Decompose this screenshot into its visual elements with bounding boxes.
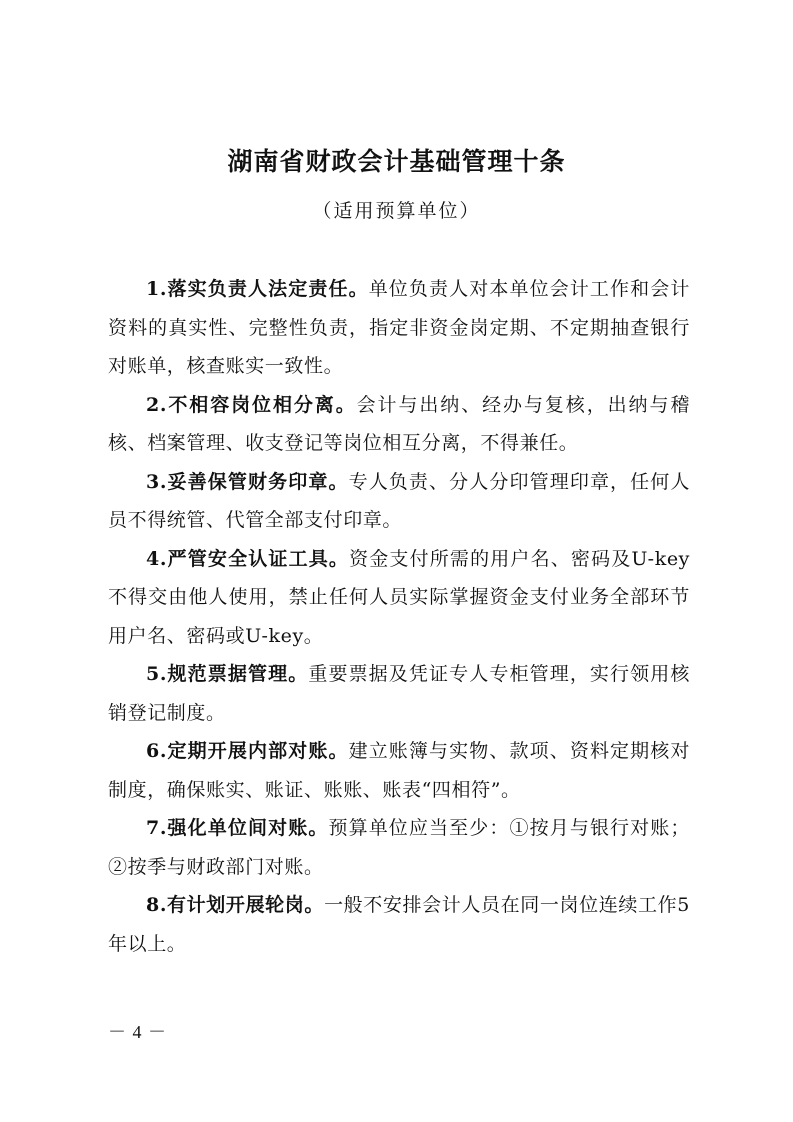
item-8-text: 一般不安排会计人员在同一岗位连续工作5年以上。 — [108, 894, 690, 955]
item-4-heading: 4.严管安全认证工具。 — [146, 547, 350, 570]
item-4-text: 资金支付所需的用户名、密码及U-key不得交由他人使用，禁止任何人员实际掌握资金支付业务全部环节用户名、密码或U-key。 — [108, 547, 690, 647]
item-2 — [108, 386, 690, 463]
item-6-text: 建立账簿与实物、款项、资料定期核对制度，确保账实、账证、账账、账表“四相符”。 — [108, 740, 691, 801]
item-2-text: 会计与出纳、经办与复核，出纳与稽核、档案管理、收支登记等岗位相互分离，不得兼任。 — [108, 393, 690, 454]
item-1 — [108, 270, 690, 386]
item-6 — [108, 732, 690, 809]
item-5-text: 重要票据及凭证专人专柜管理，实行领用核销登记制度。 — [108, 663, 690, 724]
item-7-text: 预算单位应当至少：①按月与银行对账；②按季与财政部门对账。 — [108, 817, 690, 878]
item-3-heading: 3.妥善保管财务印章。 — [146, 470, 349, 493]
item-7 — [108, 809, 690, 886]
item-3-text: 专人负责、分人分印管理印章，任何人员不得统管、代管全部支付印章。 — [108, 470, 691, 531]
item-2-heading: 2.不相容岗位相分离。 — [146, 393, 357, 416]
item-8-heading: 8.有计划开展轮岗。 — [146, 894, 325, 916]
item-1-text: 单位负责人对本单位会计工作和会计资料的真实性、完整性负责，指定非资金岗定期、不定期抽查银行对账单，核查账实一致性。 — [108, 278, 690, 377]
item-7-heading: 7.强化单位间对账。 — [146, 817, 329, 839]
item-1-heading: 1.落实负责人法定责任。 — [146, 278, 369, 300]
item-3 — [108, 463, 690, 540]
document-subtitle: （适用预算单位） — [312, 200, 481, 222]
item-5-heading: 5.规范票据管理。 — [146, 663, 309, 685]
document-body — [108, 270, 690, 963]
document-title: 湖南省财政会计基础管理十条 — [227, 147, 566, 176]
item-5 — [108, 655, 690, 732]
page-number: － 4 － — [108, 1022, 167, 1042]
item-6-heading: 6.定期开展内部对账。 — [146, 740, 349, 762]
item-4 — [108, 540, 690, 656]
item-8 — [108, 886, 690, 963]
